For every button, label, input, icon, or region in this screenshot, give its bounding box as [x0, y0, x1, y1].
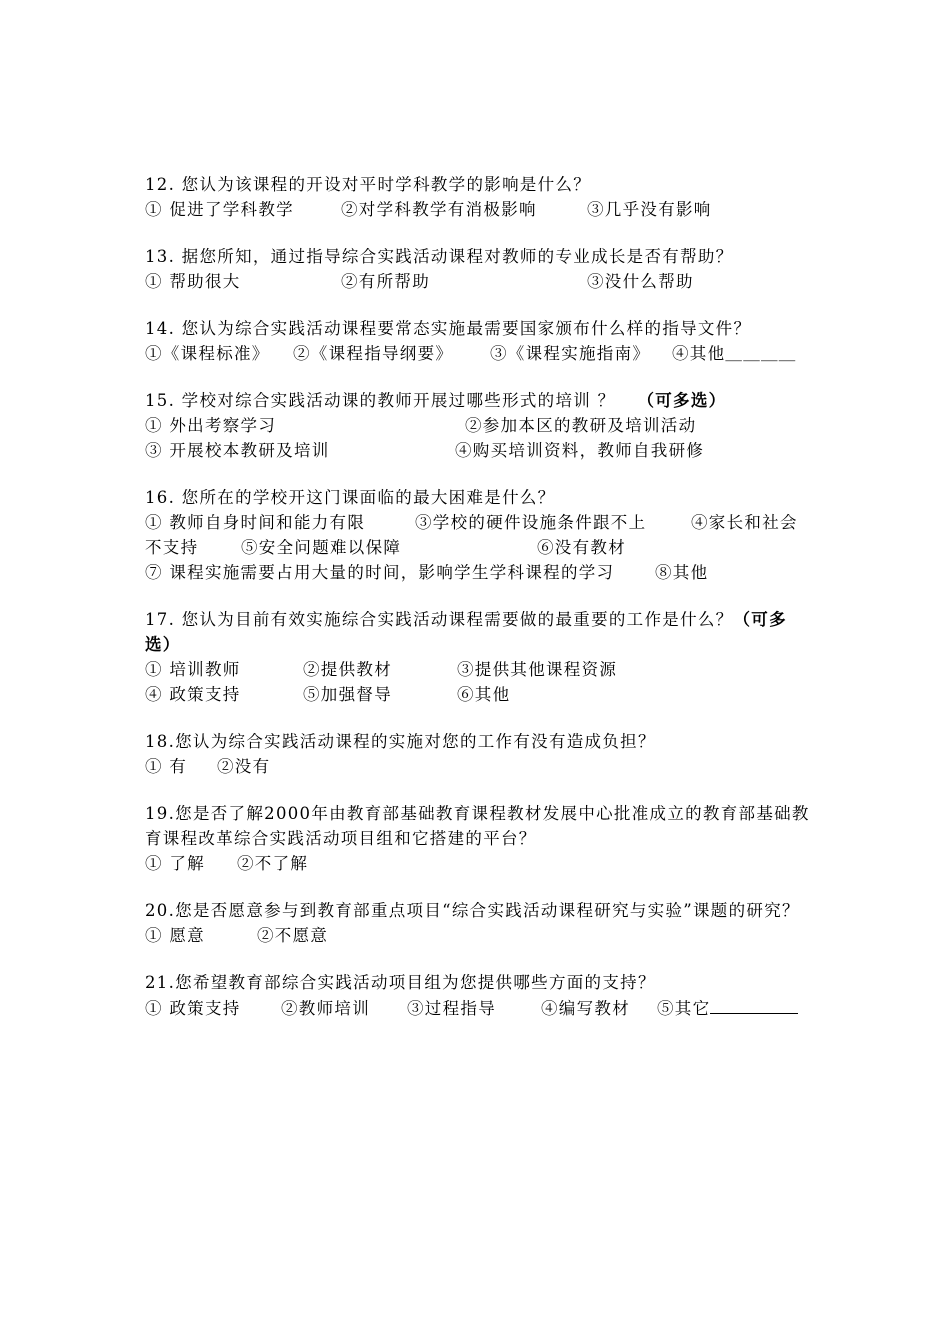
option-5: ⑤安全问题难以保障	[241, 538, 402, 557]
question-20	[145, 898, 810, 948]
question-15	[145, 388, 810, 463]
option-2: ②参加本区的教研及培训活动	[465, 416, 697, 435]
question-19-stem: 19.您是否了解2000年由教育部基础教育课程教材发展中心批准成立的教育部基础教育课程改革综合实践活动项目组和它搭建的平台？	[145, 804, 810, 848]
question-17-stem	[145, 607, 810, 657]
option-3: ③ 开展校本教研及培训	[145, 441, 330, 460]
option-1: ① 帮助很大	[145, 272, 241, 291]
question-12-options	[145, 197, 810, 222]
question-21-stem: 21.您希望教育部综合实践活动项目组为您提供哪些方面的支持？	[145, 973, 656, 992]
option-1: ① 培训教师	[145, 660, 241, 679]
question-15-stem	[145, 388, 810, 413]
option-7: ⑦ 课程实施需要占用大量的时间，影响学生学科课程的学习	[145, 563, 615, 582]
question-16-stem: 16. 您所在的学校开这门课面临的最大困难是什么？	[145, 488, 556, 507]
option-4: ④购买培训资料，教师自我研修	[455, 441, 705, 460]
question-17-options-row-1	[145, 657, 810, 682]
option-6: ⑥其他	[457, 685, 511, 704]
question-17	[145, 607, 810, 707]
question-15-options-row-2	[145, 438, 810, 463]
fill-in-blank[interactable]	[710, 995, 798, 1014]
question-12	[145, 172, 810, 222]
questionnaire-page	[145, 172, 810, 1042]
option-5: ⑤加强督导	[303, 685, 392, 704]
question-13-stem: 13. 据您所知，通过指导综合实践活动课程对教师的专业成长是否有帮助？	[145, 247, 734, 266]
option-1: ①《课程标准》	[145, 344, 270, 363]
option-1: ① 教师自身时间和能力有限	[145, 513, 366, 532]
option-3: ③提供其他课程资源	[457, 660, 618, 679]
multi-select-note: （可多选）	[637, 391, 727, 410]
option-2: ②有所帮助	[341, 272, 430, 291]
option-8: ⑧其他	[655, 563, 709, 582]
question-20-stem: 20.您是否愿意参与到教育部重点项目“综合实践活动课程研究与实验”课题的研究？	[145, 901, 800, 920]
option-6: ⑥没有教材	[537, 538, 626, 557]
question-18	[145, 729, 810, 779]
option-3: ③没什么帮助	[587, 272, 694, 291]
option-4: ④其他＿＿＿＿	[672, 344, 797, 363]
option-3: ③过程指导	[407, 999, 496, 1018]
question-17-stem-text: 17. 您认为目前有效实施综合实践活动课程需要做的最重要的工作是什么？	[145, 610, 734, 629]
question-14-options	[145, 341, 810, 366]
question-12-stem: 12. 您认为该课程的开设对平时学科教学的影响是什么？	[145, 175, 592, 194]
option-1: ① 愿意	[145, 926, 205, 945]
option-1: ① 政策支持	[145, 999, 241, 1018]
option-4-continued: 不支持	[145, 538, 199, 557]
question-13-options	[145, 269, 810, 294]
option-3: ③《课程实施指南》	[490, 344, 651, 363]
option-1: ① 外出考察学习	[145, 416, 277, 435]
question-15-options-row-1	[145, 413, 810, 438]
question-16-options-row-3	[145, 560, 810, 585]
option-2: ②提供教材	[303, 660, 392, 679]
question-15-stem-text: 15. 学校对综合实践活动课的教师开展过哪些形式的培训 ？	[145, 391, 616, 410]
option-1: ① 有	[145, 757, 188, 776]
option-4: ④家长和社会	[691, 513, 798, 532]
option-1: ① 促进了学科教学	[145, 200, 294, 219]
question-19	[145, 801, 810, 876]
option-4: ④ 政策支持	[145, 685, 241, 704]
question-20-options	[145, 923, 810, 948]
option-2: ②对学科教学有消极影响	[341, 200, 537, 219]
option-1: ① 了解	[145, 854, 205, 873]
question-16	[145, 485, 810, 585]
option-3: ③几乎没有影响	[587, 200, 712, 219]
question-16-options-row-2	[145, 535, 810, 560]
multi-select-note: （可多选）	[145, 610, 787, 654]
question-18-stem: 18.您认为综合实践活动课程的实施对您的工作有没有造成负担？	[145, 732, 656, 751]
question-17-options-row-2	[145, 682, 810, 707]
question-16-options-row-1	[145, 510, 810, 535]
option-2: ②不愿意	[257, 926, 329, 945]
option-4: ④编写教材	[541, 999, 630, 1018]
question-14-stem: 14. 您认为综合实践活动课程要常态实施最需要国家颁布什么样的指导文件？	[145, 319, 752, 338]
option-2: ②不了解	[237, 854, 309, 873]
question-21-options	[145, 995, 810, 1020]
option-3: ③学校的硬件设施条件跟不上	[415, 513, 647, 532]
question-19-options	[145, 851, 810, 876]
question-21	[145, 970, 810, 1020]
option-5: ⑤其它	[657, 999, 711, 1018]
option-2: ②《课程指导纲要》	[293, 344, 454, 363]
option-2: ②没有	[217, 757, 271, 776]
question-14	[145, 316, 810, 366]
question-13	[145, 244, 810, 294]
question-18-options	[145, 754, 810, 779]
option-2: ②教师培训	[281, 999, 370, 1018]
